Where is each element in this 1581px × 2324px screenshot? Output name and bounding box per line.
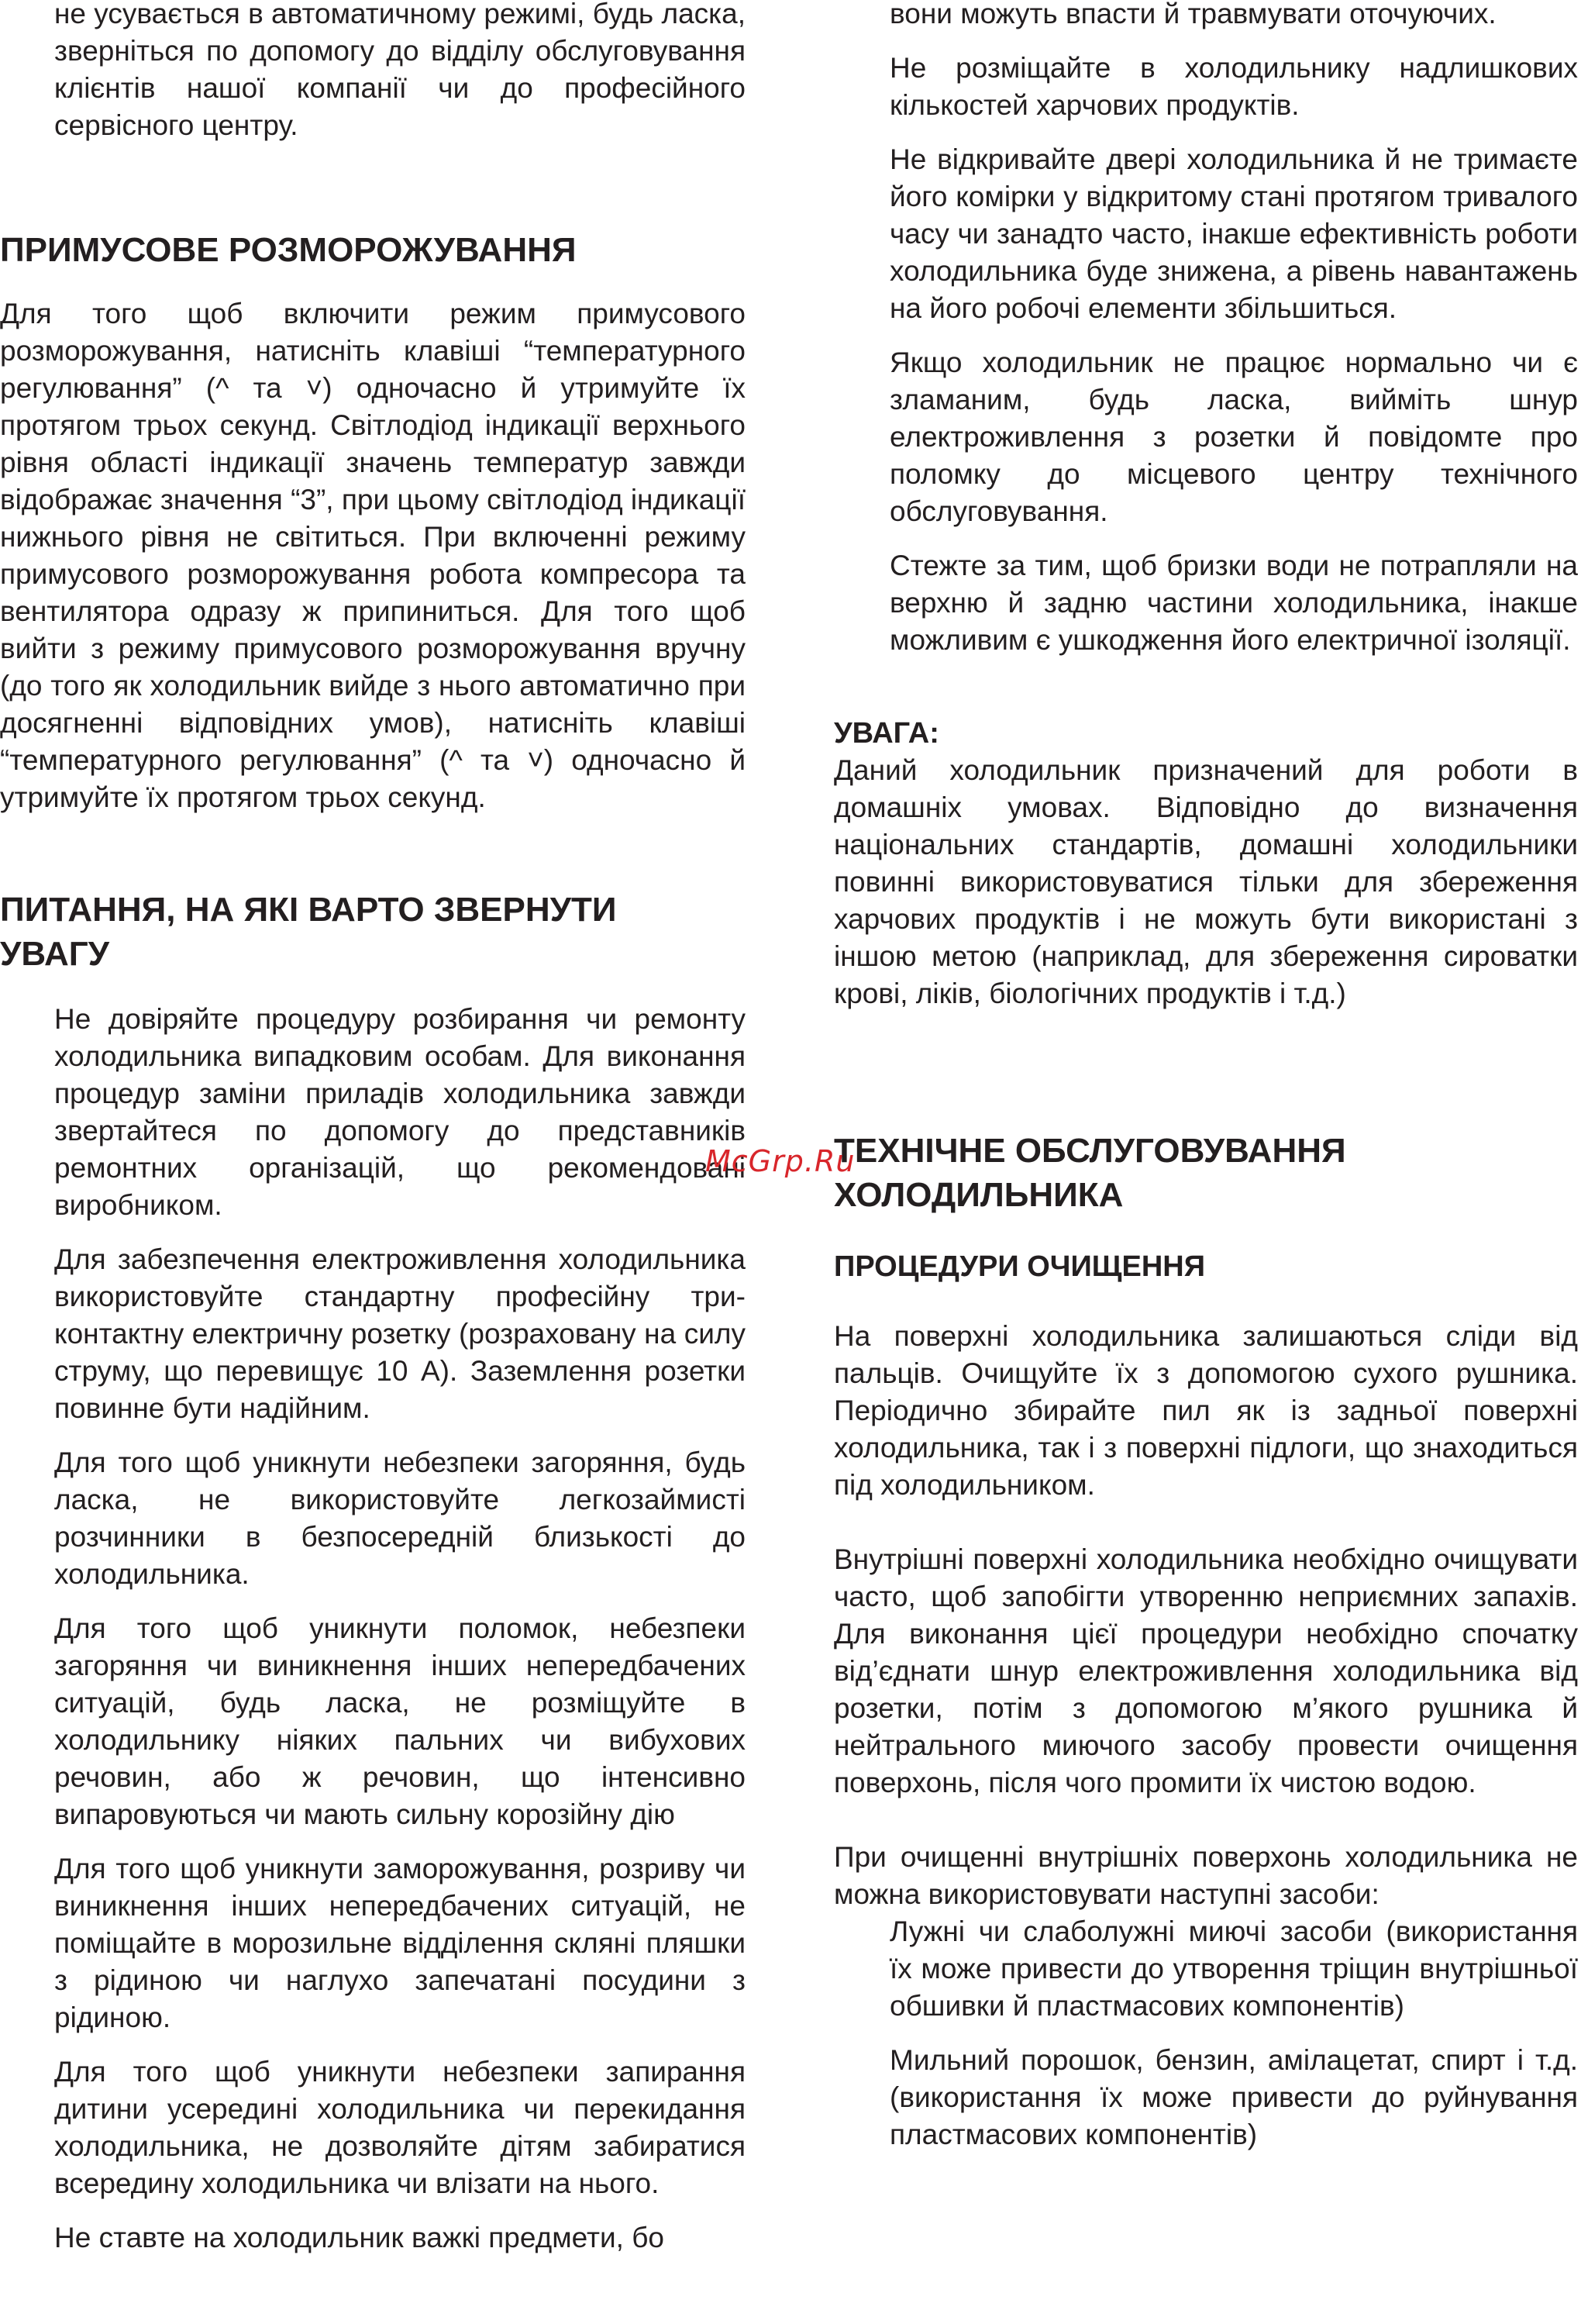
heading-forced-defrost: ПРИМУСОВЕ РОЗМОРОЖУВАННЯ: [0, 231, 577, 269]
attention-item-3: Для того щоб уникнути небезпеки загоряння, будь ласка, не використовуйте легкозаймисті розчинники в безпосередній близькості до холодильника.: [54, 1446, 746, 1590]
continued-item-4: Якщо холодильник не працює нормально чи є зламаним, будь ласка, вийміть шнур електроживлення з розетки й повідомте про поломку до місцевого центру технічного обслуговування.: [890, 347, 1578, 527]
right-column: [834, 0, 1578, 2153]
maintenance-para-3: При очищенні внутрішніх поверхонь холодильника не можна використовувати наступні засоби:: [834, 1841, 1578, 1910]
attention-item-5: Для того щоб уникнути заморожування, розриву чи виникнення інших непередбачених ситуацій, не поміщайте в морозильне відділення скляні пляшки з рідиною чи наглухо запечатані посудини з рідиною.: [54, 1853, 746, 2033]
subheading-cleaning: ПРОЦЕДУРИ ОЧИЩЕННЯ: [834, 1250, 1206, 1283]
continued-item-1: вони можуть впасти й травмувати оточуючих.: [890, 0, 1497, 29]
heading-maintenance-line2: ХОЛОДИЛЬНИКА: [834, 1176, 1124, 1214]
watermark-text: McGrp.Ru: [705, 1144, 856, 1178]
attention-item-1: Не довіряйте процедуру розбирання чи ремонту холодильника випадковим особам. Для виконання процедур заміни приладів холодильника завжди звертайтеся по допомогу до представників ремонтних організацій, що рекомендовані виробником.: [54, 1003, 746, 1221]
forced-defrost-body: Для того щоб включити режим примусового розморожування, натисніть клавіші “температурного регулювання” (^ та ˅) одночасно й утримуйте їх протягом трьох секунд. Світлодіод індикації верхнього рівня області індикації значень температур завжди відображає значення “3”, при цьому світлодіод індикації нижнього рівня не світиться. При включенні режиму примусового розморожування робота компресора та вентилятора одразу ж припиниться. Для того щоб вийти з режиму примусового розморожування вручну (до того як холодильник вийде з нього автоматично при досягненні відповідних умов), натисніть клавіші “температурного регулювання” (^ та ˅) одночасно й утримуйте їх протягом трьох секунд.: [0, 298, 746, 813]
warning-label: УВАГА:: [834, 717, 939, 750]
attention-item-6: Для того щоб уникнути небезпеки запирання дитини усередині холодильника чи перекидання холодильника, не дозволяйте дітям забиратися всередину холодильника чи влізати на нього.: [54, 2056, 746, 2199]
left-column: [0, 0, 746, 2257]
attention-item-2: Для забезпечення електроживлення холодильника використовуйте стандартну професійну три-контактну електричну розетку (розраховану на силу струму, що перевищує 10 А). Заземлення розетки повинне бути надійним.: [54, 1243, 746, 1424]
attention-item-7: Не ставте на холодильник важкі предмети, бо: [54, 2222, 664, 2253]
continued-item-5: Стежте за тим, щоб бризки води не потрапляли на верхню й задню частини холодильника, інакше можливим є ушкодження його електричної ізоляції.: [890, 550, 1578, 656]
maintenance-item-1: Лужні чи слаболужні миючі засоби (використання їх може привести до утворення тріщин внутрішньої обшивки й пластмасових компонентів): [890, 1915, 1578, 2022]
attention-item-4: Для того щоб уникнути поломок, небезпеки загоряння чи виникнення інших непередбачених ситуацій, будь ласка, не розміщуйте в холодильнику ніяких пальних чи вибухових речовин, або ж речовин, що інтенсивно випаровуються чи мають сильну корозійну дію: [54, 1612, 746, 1830]
maintenance-para-2: Внутрішні поверхні холодильника необхідно очищувати часто, щоб запобігти утворенню неприємних запахів. Для виконання цієї процедури необхідно спочатку від’єднати шнур електроживлення холодильника від розетки, потім з допомогою м’якого рушника й нейтрального миючого засобу провести очищення поверхонь, після чого промити їх чистою водою.: [834, 1543, 1578, 1798]
intro-paragraph: не усувається в автоматичному режимі, будь ласка, зверніться по допомогу до відділу обслуговування клієнтів нашої компанії чи до професійного сервісного центру.: [54, 0, 746, 141]
heading-maintenance-line1: ТЕХНІЧНЕ ОБСЛУГОВУВАННЯ: [834, 1132, 1346, 1170]
maintenance-item-2: Мильний порошок, бензин, амілацетат, спирт і т.д. (використання їх може привести до руйнування пластмасових компонентів): [890, 2044, 1578, 2150]
continued-item-2: Не розміщайте в холодильнику надлишкових кількостей харчових продуктів.: [890, 52, 1578, 121]
maintenance-para-1: На поверхні холодильника залишаються сліди від пальців. Очищуйте їх з допомогою сухого рушника. Періодично збирайте пил як із задньої поверхні холодильника, так і з поверхні підлоги, що знаходиться під холодильником.: [834, 1320, 1578, 1501]
warning-text: Даний холодильник призначений для роботи в домашніх умовах. Відповідно до визначення національних стандартів, домашні холодильники повинні використовуватися тільки для збереження харчових продуктів і не можуть бути використані з іншою метою (наприклад, для збереження сироватки крові, ліків, біологічних продуктів і т.д.): [834, 754, 1578, 1009]
heading-attention-line1: ПИТАННЯ, НА ЯКІ ВАРТО ЗВЕРНУТИ: [0, 891, 617, 929]
continued-item-3: Не відкривайте двері холодильника й не тримаєте його комірки у відкритому стані протягом тривалого часу чи занадто часто, інакше ефективність роботи холодильника буде знижена, а рівень навантажень на його робочі елементи збільшиться.: [890, 143, 1578, 324]
heading-attention-line2: УВАГУ: [0, 935, 110, 973]
